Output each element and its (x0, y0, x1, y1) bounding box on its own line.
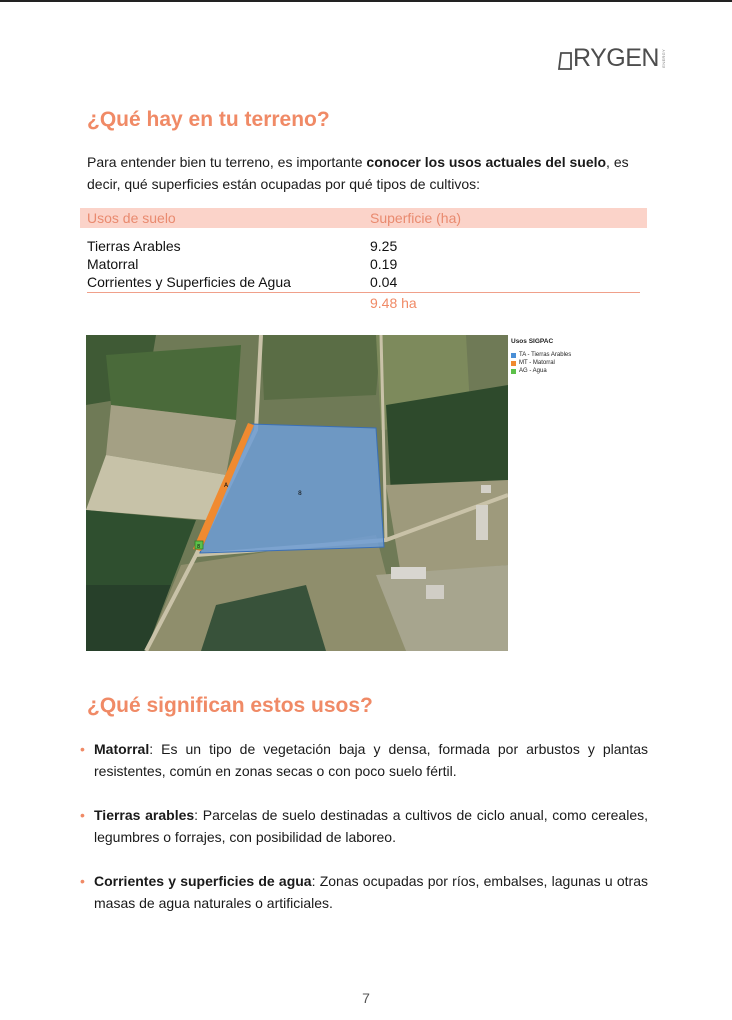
use-description: : Zonas ocupadas por ríos, embalses, lagunas u otras masas de agua naturales o artificiales. (94, 873, 648, 911)
bullet-icon: • (80, 807, 85, 823)
row-use: Corrientes y Superficies de Agua (87, 274, 291, 290)
row-use: Tierras Arables (87, 238, 181, 254)
use-term: Tierras arables (94, 807, 195, 823)
legend-title: Usos SIGPAC (511, 338, 554, 345)
legend-swatch (511, 369, 516, 374)
building (481, 485, 491, 493)
list-item (80, 804, 648, 848)
map-legend (511, 338, 571, 375)
legend-label: MT - Matorral (519, 360, 555, 366)
use-term: Corrientes y superficies de agua (94, 873, 312, 889)
table-header (80, 208, 647, 228)
intro-text-after: , es decir, qué superficies están ocupadas por qué tipos de cultivos: (87, 154, 629, 192)
parcel-label-ag: 8 (197, 544, 201, 550)
legend-item-ag (511, 367, 571, 375)
table-body (80, 237, 647, 291)
logo-subtext: ENERGY (660, 49, 666, 68)
intro-text-bold: conocer los usos actuales del suelo (366, 154, 607, 170)
logo (558, 40, 666, 70)
row-use: Matorral (87, 256, 139, 272)
header-area: Superficie (ha) (370, 210, 462, 226)
logo-text: RYGEN (573, 44, 659, 72)
map-image (86, 335, 508, 651)
row-area: 9.25 (370, 238, 398, 254)
list-item (80, 738, 648, 782)
satellite-map (86, 335, 508, 651)
logo-mark-icon (558, 52, 572, 70)
land-use-table (80, 208, 647, 313)
header-uses: Usos de suelo (87, 210, 176, 226)
use-term: Matorral (94, 741, 150, 757)
intro-text-before: Para entender bien tu terreno, es importante (87, 154, 367, 170)
building (391, 567, 426, 579)
row-area: 0.04 (370, 274, 398, 290)
building (426, 585, 444, 599)
legend-item-mt (511, 359, 571, 367)
use-description: : Parcelas de suelo destinadas a cultivos de ciclo anual, como cereales, legumbres o forrajes, con posibilidad de laboreo. (94, 807, 649, 845)
total-area: 9.48 ha (370, 295, 417, 311)
table-row (80, 237, 647, 255)
legend-label: AG - Agua (519, 368, 547, 374)
legend-swatch (511, 353, 516, 358)
top-rule (0, 0, 732, 2)
uses-list (80, 738, 648, 936)
field-green (261, 335, 381, 400)
field-tan (386, 480, 508, 575)
bullet-icon: • (80, 741, 85, 757)
page-number: 7 (362, 990, 370, 1006)
row-area: 0.19 (370, 256, 398, 272)
building (476, 505, 488, 540)
parcel-label-mt: A (224, 482, 229, 489)
section-title-terrain: ¿Qué hay en tu terreno? (87, 108, 330, 131)
legend-label: TA - Tierras Arables (519, 352, 572, 358)
table-total-row (80, 293, 647, 313)
parcel-label-ta: 8 (298, 490, 302, 497)
section-title-meanings: ¿Qué significan estos usos? (87, 694, 373, 717)
legend-swatch (511, 361, 516, 366)
intro-paragraph (87, 151, 649, 195)
legend-item-ta (511, 351, 571, 359)
use-description: : Es un tipo de vegetación baja y densa, formada por arbustos y plantas resistentes, común en zonas secas o con poco suelo fértil. (94, 741, 648, 779)
bullet-icon: • (80, 873, 85, 889)
table-row (80, 255, 647, 273)
table-row (80, 273, 647, 291)
list-item (80, 870, 648, 914)
